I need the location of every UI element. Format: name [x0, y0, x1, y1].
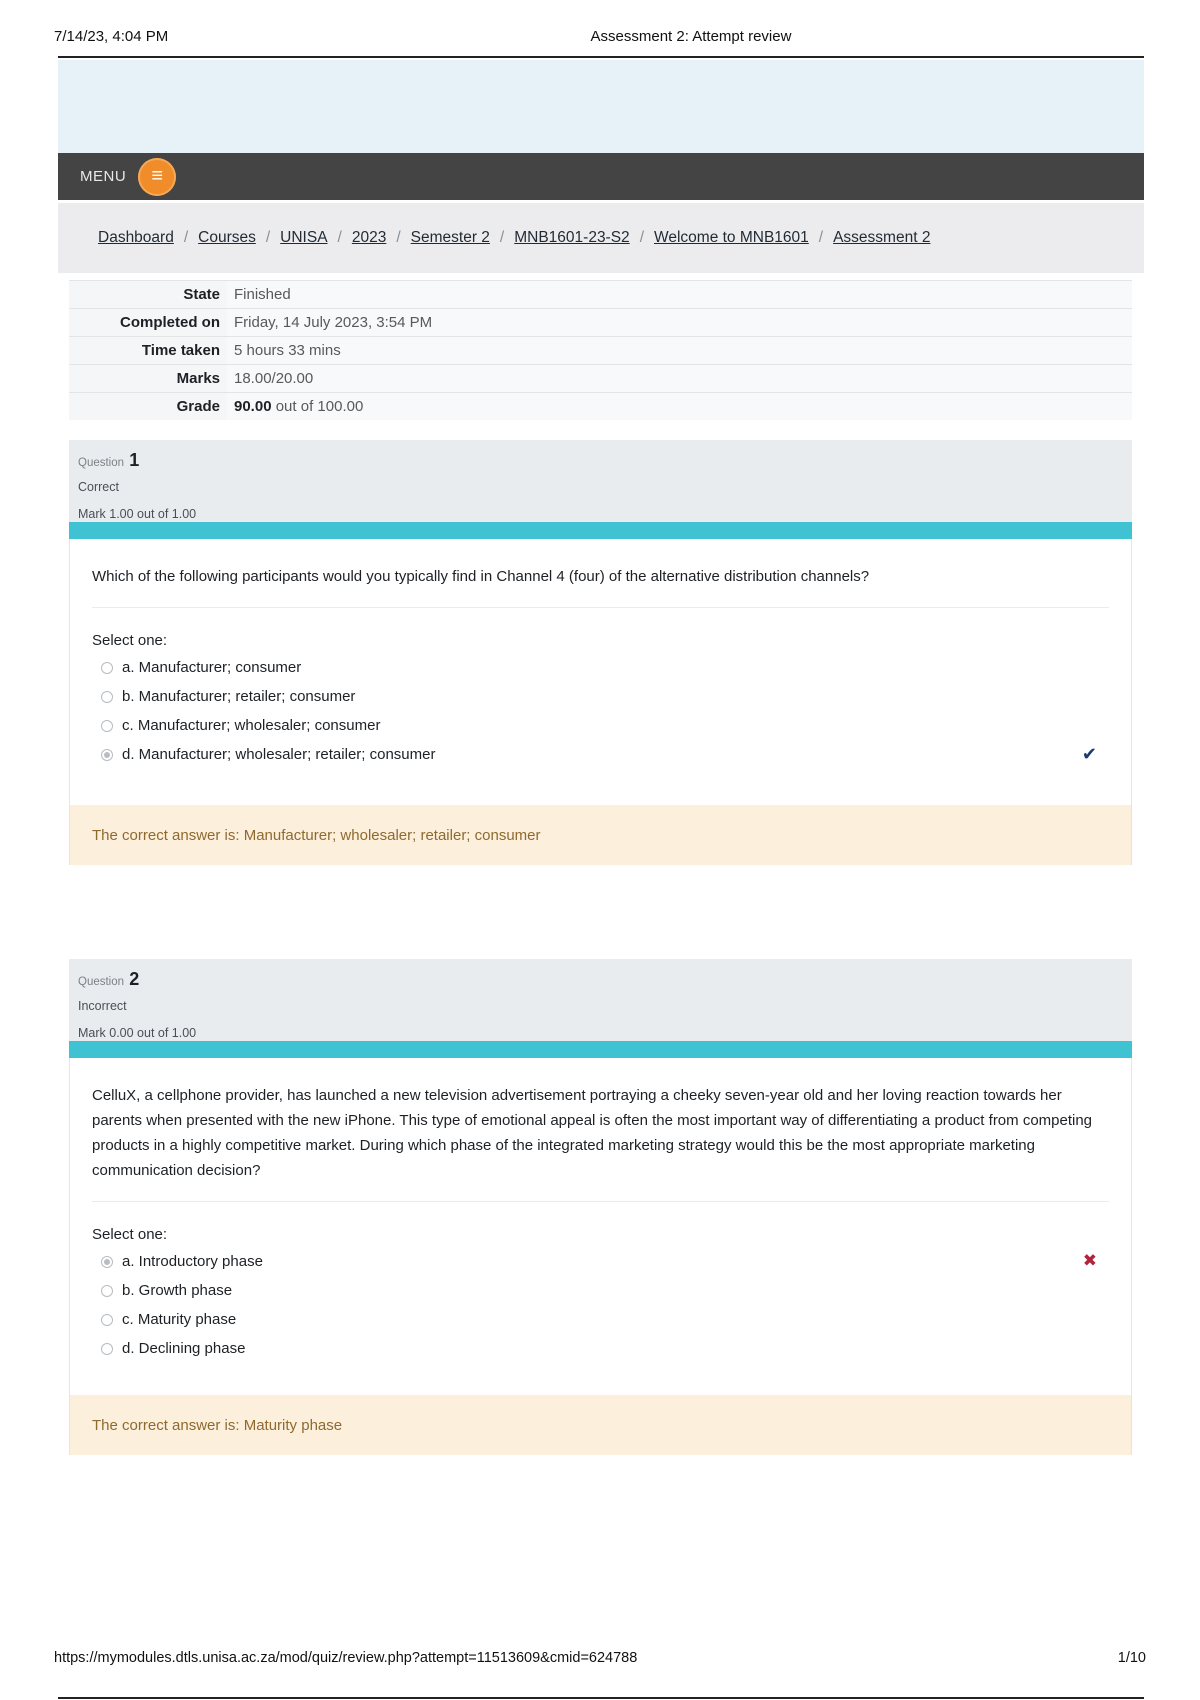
correct-answer-feedback: The correct answer is: Manufacturer; wholesaler; retailer; consumer: [69, 805, 1132, 865]
summary-row-completed: [69, 309, 1132, 337]
answer-label: d. Manufacturer; wholesaler; retailer; consumer: [122, 746, 436, 763]
grade-label: Grade: [69, 393, 227, 421]
select-one-label: Select one:: [92, 1226, 168, 1243]
breadcrumb: [98, 229, 930, 247]
print-header: [0, 28, 1200, 48]
answer-label: b. Manufacturer; retailer; consumer: [122, 688, 356, 705]
radio-button-checked[interactable]: [101, 749, 113, 761]
radio-button[interactable]: [101, 691, 113, 703]
question-info: [69, 959, 1132, 1041]
breadcrumb-bar: [58, 203, 1144, 273]
question-number-value: 2: [129, 969, 140, 989]
navbar: [58, 153, 1144, 200]
question-number-value: 1: [129, 450, 140, 470]
answer-option[interactable]: [92, 1334, 1109, 1363]
radio-button[interactable]: [101, 1314, 113, 1326]
state-label: State: [69, 281, 227, 309]
hamburger-icon: ≡: [151, 165, 163, 187]
question-accent-bar: [69, 522, 1132, 539]
summary-row-grade: [69, 393, 1132, 421]
menu-label[interactable]: MENU: [80, 168, 127, 185]
breadcrumb-dashboard[interactable]: Dashboard: [98, 229, 174, 246]
answer-option[interactable]: [92, 682, 1109, 711]
summary-row-time: [69, 337, 1132, 365]
cross-icon: ✖: [1082, 1251, 1097, 1270]
question-state: Incorrect: [78, 999, 127, 1013]
question-2: [69, 959, 1132, 1455]
question-label: Question: [78, 976, 125, 988]
answer-label: d. Declining phase: [122, 1340, 246, 1357]
answer-option[interactable]: [92, 653, 1109, 682]
question-grade: Mark 1.00 out of 1.00: [78, 507, 197, 521]
marks-value: 18.00/20.00: [227, 365, 1132, 393]
answer-label: a. Introductory phase: [122, 1253, 263, 1270]
attempt-summary-table: [69, 280, 1132, 420]
print-title: Assessment 2: Attempt review: [590, 28, 792, 45]
menu-button[interactable]: [138, 158, 176, 196]
question-text: Which of the following participants would you typically find in Channel 4 (four) of the alternative distribution channels?: [92, 539, 1109, 608]
check-icon: ✔: [1081, 744, 1097, 764]
breadcrumb-separator: /: [337, 229, 342, 246]
grade-suffix: out of 100.00: [275, 398, 364, 415]
question-label: Question: [78, 457, 125, 469]
breadcrumb-welcome[interactable]: Welcome to MNB1601: [654, 229, 809, 246]
completed-label: Completed on: [69, 309, 227, 337]
question-number: [78, 450, 1123, 471]
summary-row-marks: [69, 365, 1132, 393]
print-datetime: 7/14/23, 4:04 PM: [54, 28, 169, 45]
answer-option[interactable]: [92, 1305, 1109, 1334]
site-banner: [58, 60, 1144, 153]
answer-label: c. Manufacturer; wholesaler; consumer: [122, 717, 381, 734]
page-number: 1/10: [1117, 1650, 1146, 1666]
answer-option-selected[interactable]: [92, 1247, 1109, 1276]
radio-button[interactable]: [101, 720, 113, 732]
answer-label: b. Growth phase: [122, 1282, 233, 1299]
breadcrumb-courses[interactable]: Courses: [198, 229, 256, 246]
question-number: [78, 969, 1123, 990]
breadcrumb-assessment[interactable]: Assessment 2: [833, 229, 931, 246]
time-label: Time taken: [69, 337, 227, 365]
select-one-label: Select one:: [92, 632, 168, 649]
breadcrumb-unisa[interactable]: UNISA: [280, 229, 328, 246]
print-url: https://mymodules.dtls.unisa.ac.za/mod/quiz/review.php?attempt=11513609&cmid=624788: [54, 1650, 638, 1666]
question-content: [69, 1058, 1132, 1395]
question-text: CelluX, a cellphone provider, has launched a new television advertisement portraying a cheeky seven-year old and her loving reaction towards her parents when presented with the new iPhone. This type of emotional appeal is often the most important way of differentiating a product from competing products in a highly competitive market. During which phase of the integrated marketing strategy would this be the most appropriate marketing communication decision?: [92, 1058, 1109, 1202]
radio-button[interactable]: [101, 1343, 113, 1355]
marks-label: Marks: [69, 365, 227, 393]
question-content: [69, 539, 1132, 805]
answer-label: c. Maturity phase: [122, 1311, 237, 1328]
breadcrumb-course[interactable]: MNB1601-23-S2: [514, 229, 630, 246]
breadcrumb-separator: /: [499, 229, 505, 246]
summary-row-state: [69, 281, 1132, 309]
radio-button-checked[interactable]: [101, 1256, 113, 1268]
question-grade: Mark 0.00 out of 1.00: [78, 1026, 197, 1040]
answer-option[interactable]: [92, 711, 1109, 740]
question-accent-bar: [69, 1041, 1132, 1058]
footer-divider: [58, 1697, 1144, 1699]
answer-option[interactable]: [92, 1276, 1109, 1305]
breadcrumb-separator: /: [818, 229, 824, 246]
question-state: Correct: [78, 480, 119, 494]
answer-option-selected[interactable]: [92, 740, 1109, 769]
breadcrumb-separator: /: [396, 229, 401, 246]
grade-value: [227, 393, 1132, 421]
question-info: [69, 440, 1132, 522]
answer-label: a. Manufacturer; consumer: [122, 659, 302, 676]
grade-score: 90.00: [234, 398, 272, 415]
breadcrumb-year[interactable]: 2023: [351, 229, 387, 246]
time-value: 5 hours 33 mins: [227, 337, 1132, 365]
header-divider: [58, 56, 1144, 58]
breadcrumb-separator: /: [183, 229, 189, 246]
state-value: Finished: [227, 281, 1132, 309]
breadcrumb-separator: /: [639, 229, 644, 246]
completed-value: Friday, 14 July 2023, 3:54 PM: [227, 309, 1132, 337]
breadcrumb-separator: /: [265, 229, 271, 246]
question-1: [69, 440, 1132, 865]
correct-answer-feedback: The correct answer is: Maturity phase: [69, 1395, 1132, 1455]
radio-button[interactable]: [101, 662, 113, 674]
radio-button[interactable]: [101, 1285, 113, 1297]
breadcrumb-semester[interactable]: Semester 2: [410, 229, 490, 246]
